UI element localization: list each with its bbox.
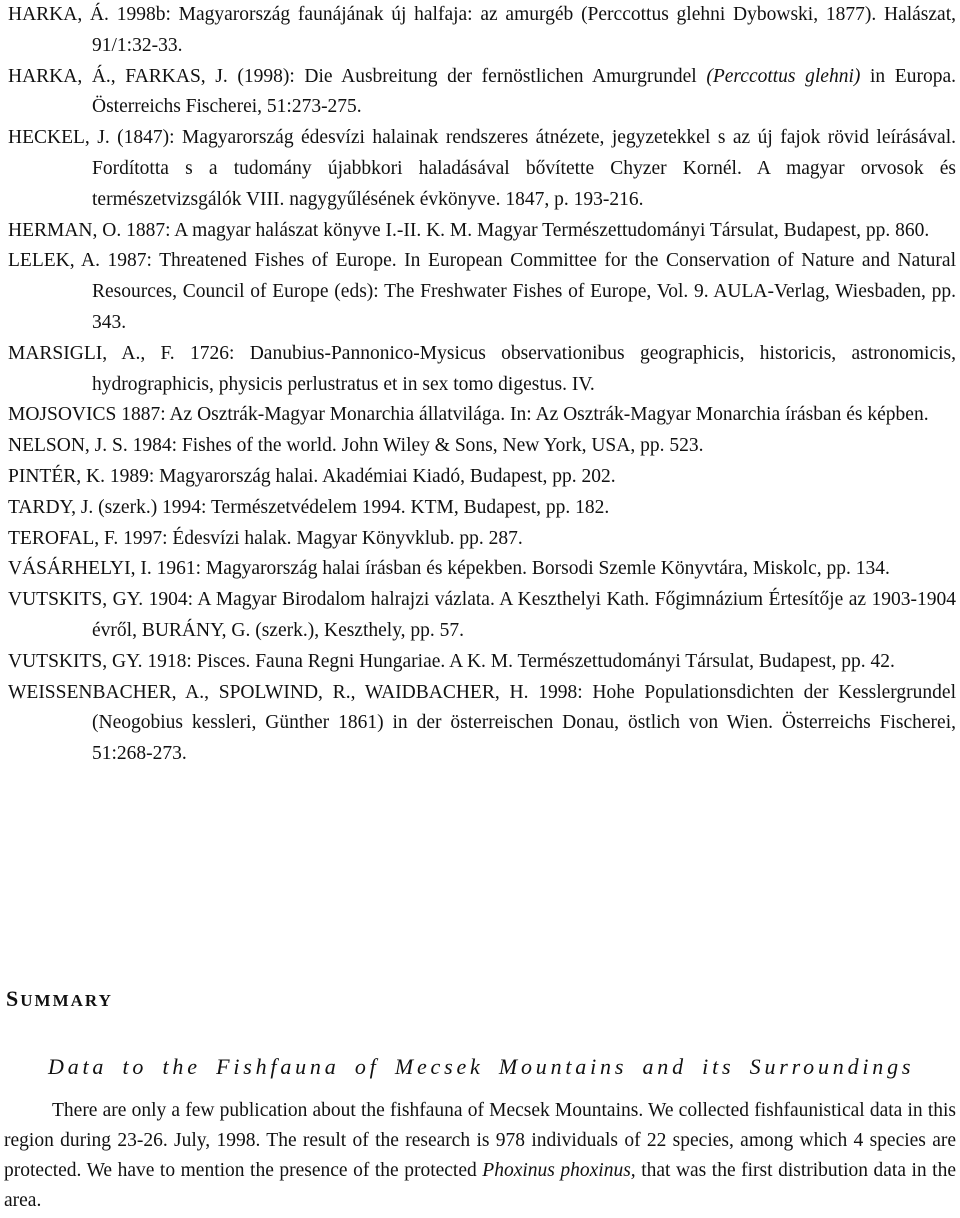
summary-heading: SUMMARY <box>6 986 113 1011</box>
species-name: (Perccottus glehni) <box>706 65 861 87</box>
reference-entry: VÁSÁRHELYI, I. 1961: Magyarország halai írásban és képekben. Borsodi Szemle Könyvtára, Miskolc, pp. 134. <box>8 558 890 580</box>
reference-entry: NELSON, J. S. 1984: Fishes of the world. John Wiley & Sons, New York, USA, pp. 523. <box>8 435 704 457</box>
reference-entry: HECKEL, J. (1847): Magyarország édesvízi halainak rendszeres átnézete, jegyzetekkel s az új fajok rövid leírásával. Fordította s a tudomány újabbkori haladásával bővítette Chyzer Kornél. A magyar orvosok és természetvizsgálók VIII. nagygyűlésének évkönyve. 1847, p. 193-216. <box>8 127 956 210</box>
reference-entry: HARKA, Á. 1998b: Magyarország faunájának új halfaja: az amurgéb (Perccottus glehni Dybowski, 1877). Halászat, 91/1:32-33. <box>8 4 956 56</box>
reference-entry: PINTÉR, K. 1989: Magyarország halai. Akadémiai Kiadó, Budapest, pp. 202. <box>8 465 616 487</box>
reference-entry: MARSIGLI, A., F. 1726: Danubius-Pannonico-Mysicus observationibus geographicis, historicis, astronomicis, hydrographicis, physicis perlustratus et in sex tomo digestus. IV. <box>8 342 956 395</box>
summary-paragraph: There are only a few publication about the fishfauna of Mecsek Mountains. We collected fishfaunistical data in this region during 23-26. July, 1998. The result of the research is 978 individuals of 22 species, among which 4 species are protected. We have to mention the presence of the protected Phoxinus phoxinus, that was the first distribution data in the area. <box>4 1100 957 1211</box>
reference-entry: MOJSOVICS 1887: Az Osztrák-Magyar Monarchia állatvilága. In: Az Osztrák-Magyar Monarchia írásban és képben. <box>8 404 929 426</box>
summary-subtitle: Data to the Fishfauna of Mecsek Mountains and its Surroundings <box>48 1054 915 1079</box>
reference-entry: TARDY, J. (szerk.) 1994: Természetvédelem 1994. KTM, Budapest, pp. 182. <box>8 496 610 518</box>
reference-entry: VUTSKITS, GY. 1918: Pisces. Fauna Regni Hungariae. A K. M. Természettudományi Társulat, Budapest, pp. 42. <box>8 650 895 672</box>
reference-entry: HERMAN, O. 1887: A magyar halászat könyve I.-II. K. M. Magyar Természettudományi Társulat, Budapest, pp. 860. <box>8 219 930 241</box>
references-list <box>8 0 956 770</box>
reference-entry: TEROFAL, F. 1997: Édesvízi halak. Magyar Könyvklub. pp. 287. <box>8 527 523 549</box>
reference-entry: LELEK, A. 1987: Threatened Fishes of Europe. In European Committee for the Conservation of Nature and Natural Resources, Council of Europe (eds): The Freshwater Fishes of Europe, Vol. 9. AULA-Verlag, Wiesbaden, pp. 343. <box>8 250 956 333</box>
reference-entry: VUTSKITS, GY. 1904: A Magyar Birodalom halrajzi vázlata. A Keszthelyi Kath. Főgimnázium Értesítője az 1903-1904 évről, BURÁNY, G. (szerk.), Keszthely, pp. 57. <box>8 589 956 641</box>
reference-entry: HARKA, Á., FARKAS, J. (1998): Die Ausbreitung der fernöstlichen Amurgrundel (Perccottus glehni) in Europa. Österreichs Fischerei, 51:273-275. <box>8 65 956 118</box>
species-name: Phoxinus phoxinus, <box>482 1160 636 1181</box>
reference-entry: WEISSENBACHER, A., SPOLWIND, R., WAIDBACHER, H. 1998: Hohe Populationsdichten der Kesslergrundel (Neogobius kessleri, Günther 1861) in der österreischen Donau, östlich von Wien. Österreichs Fischerei, 51:268-273. <box>8 681 956 765</box>
